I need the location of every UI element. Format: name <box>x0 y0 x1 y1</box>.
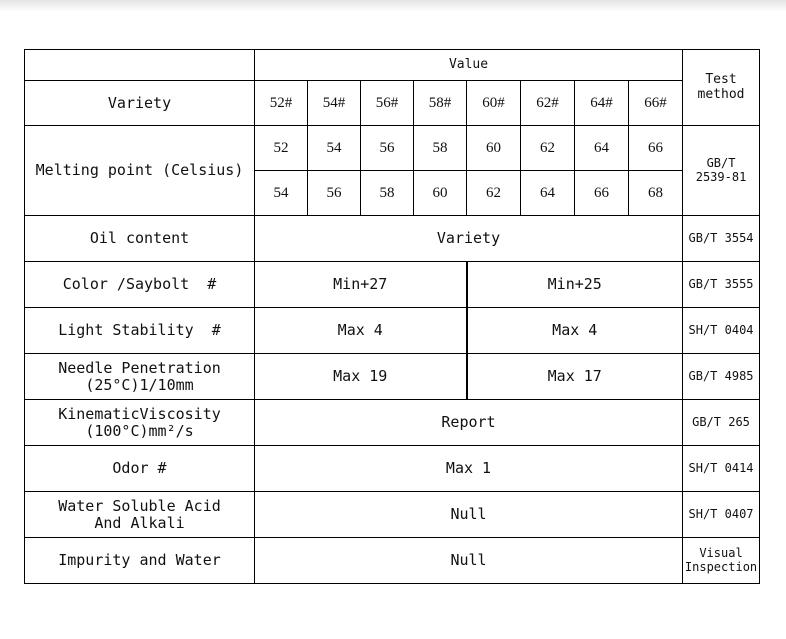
needle-penetration-row <box>25 354 760 400</box>
oil-content-label: Oil content <box>25 216 255 262</box>
melting-low-cell: 58 <box>414 126 467 171</box>
method-line-1: Visual <box>699 546 743 561</box>
odor-value: Max 1 <box>255 446 683 492</box>
light-stability-method: SH/T 0404 <box>683 308 760 354</box>
grade-header: 56# <box>361 81 414 126</box>
grade-header: 60# <box>467 81 521 126</box>
color-value-left: Min+27 <box>255 262 467 308</box>
label-line-2: (25°C)1/10mm <box>85 375 194 394</box>
label-line-2: (100°C)mm²/s <box>85 421 194 440</box>
water-soluble-row <box>25 492 760 538</box>
melting-point-row-low <box>25 126 760 171</box>
water-soluble-method: SH/T 0407 <box>683 492 760 538</box>
melting-point-method <box>683 126 760 216</box>
light-stability-value-left: Max 4 <box>255 308 467 354</box>
water-soluble-label <box>25 492 255 538</box>
light-stability-label: Light Stability # <box>25 308 255 354</box>
grade-header: 52# <box>255 81 308 126</box>
melting-low-cell: 54 <box>308 126 361 171</box>
melting-low-cell: 52 <box>255 126 308 171</box>
melting-low-cell: 64 <box>575 126 629 171</box>
odor-method: SH/T 0414 <box>683 446 760 492</box>
melting-high-cell: 58 <box>361 171 414 216</box>
specification-table <box>24 49 760 584</box>
water-soluble-value: Null <box>255 492 683 538</box>
top-shadow <box>0 0 786 12</box>
melting-low-cell: 62 <box>521 126 575 171</box>
needle-penetration-label <box>25 354 255 400</box>
melting-high-cell: 68 <box>629 171 683 216</box>
kinematic-viscosity-row <box>25 400 760 446</box>
grade-header: 62# <box>521 81 575 126</box>
light-stability-value-right: Max 4 <box>467 308 683 354</box>
melting-high-cell: 66 <box>575 171 629 216</box>
header-empty-cell <box>25 50 255 81</box>
melting-high-cell: 60 <box>414 171 467 216</box>
melting-low-cell: 60 <box>467 126 521 171</box>
melting-high-cell: 54 <box>255 171 308 216</box>
kinematic-viscosity-label <box>25 400 255 446</box>
header-row-2 <box>25 81 760 126</box>
needle-penetration-method: GB/T 4985 <box>683 354 760 400</box>
odor-label: Odor # <box>25 446 255 492</box>
melting-high-cell: 64 <box>521 171 575 216</box>
oil-content-value: Variety <box>255 216 683 262</box>
oil-content-method: GB/T 3554 <box>683 216 760 262</box>
color-method: GB/T 3555 <box>683 262 760 308</box>
label-line-1: Water Soluble Acid <box>58 497 221 515</box>
color-row <box>25 262 760 308</box>
melting-low-cell: 66 <box>629 126 683 171</box>
header-row-1 <box>25 50 760 81</box>
impurity-row <box>25 538 760 584</box>
light-stability-row <box>25 308 760 354</box>
grade-header: 54# <box>308 81 361 126</box>
kinematic-viscosity-method: GB/T 265 <box>683 400 760 446</box>
method-line-2: Inspection <box>684 559 758 574</box>
color-label: Color /Saybolt # <box>25 262 255 308</box>
melting-high-cell: 62 <box>467 171 521 216</box>
melting-point-label: Melting point (Celsius) <box>25 126 255 216</box>
melting-low-cell: 56 <box>361 126 414 171</box>
impurity-label: Impurity and Water <box>25 538 255 584</box>
grade-header: 66# <box>629 81 683 126</box>
label-line-1: KinematicViscosity <box>58 405 221 423</box>
grade-header: 64# <box>575 81 629 126</box>
label-line-2: And Alkali <box>94 513 185 532</box>
kinematic-viscosity-value: Report <box>255 400 683 446</box>
impurity-method <box>683 538 760 584</box>
method-line-1: GB/T <box>706 156 736 171</box>
oil-content-row <box>25 216 760 262</box>
method-line-2: 2539-81 <box>695 169 747 184</box>
melting-high-cell: 56 <box>308 171 361 216</box>
needle-penetration-value-right: Max 17 <box>467 354 683 400</box>
grade-header: 58# <box>414 81 467 126</box>
needle-penetration-value-left: Max 19 <box>255 354 467 400</box>
color-value-right: Min+25 <box>467 262 683 308</box>
label-line-1: Needle Penetration <box>58 359 221 377</box>
odor-row <box>25 446 760 492</box>
value-header: Value <box>255 50 683 81</box>
variety-header: Variety <box>25 81 255 126</box>
impurity-value: Null <box>255 538 683 584</box>
test-method-header: Test method <box>683 50 760 126</box>
